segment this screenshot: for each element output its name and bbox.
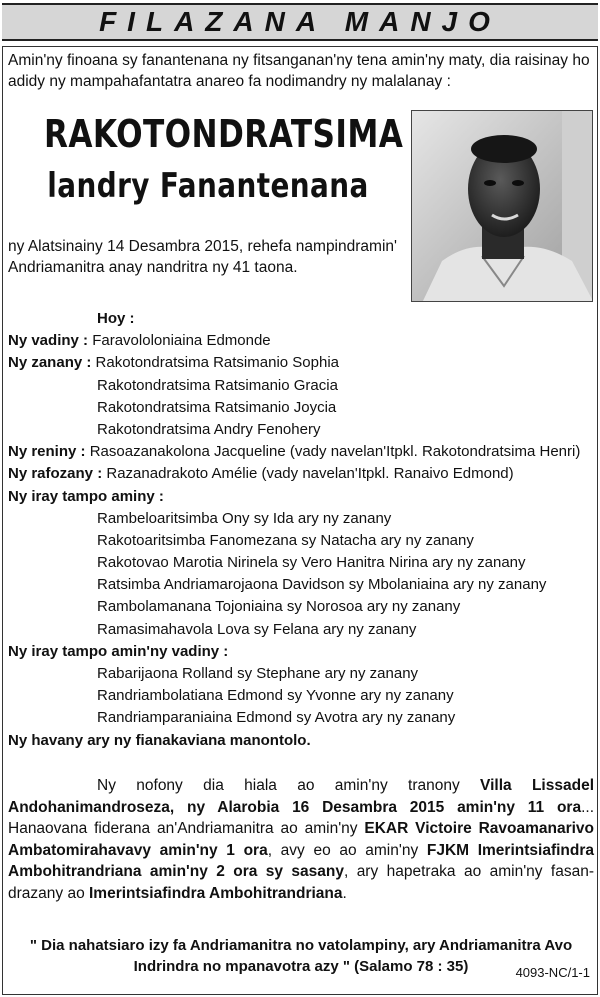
- family-relation-label: Ny iray tampo amin'ny vadiny :: [8, 642, 229, 660]
- family-row: [8, 486, 596, 508]
- family-row: [8, 596, 596, 618]
- family-member-name: Ramasimahavola Lova sy Felana ary ny zanany: [97, 620, 417, 638]
- havany-line: Ny havany ary ny fianakaviana manontolo.: [8, 731, 311, 749]
- notice-header: [2, 3, 598, 41]
- family-relation-label: Ny reniny :: [8, 443, 86, 461]
- family-row: [8, 463, 596, 485]
- portrait-image: [412, 111, 593, 302]
- bible-quote: " Dia nahatsiaro izy fa Andriamanitra no vatolampiny, ary Andriamanitra Avo Indrindra no mpanavotra azy " (Salamo 78 : 35): [29, 937, 573, 975]
- death-notice: ny Alatsinainy 14 Desambra 2015, rehefa nampindramin' Andriamanitra anay nandritra ny 41 taona.: [8, 238, 397, 276]
- family-member-name: Razanadrakoto Amélie (vady navelan'Itpkl. Ranaivo Edmond): [106, 465, 514, 483]
- family-member-name: Rakotondratsima Ratsimanio Gracia: [97, 376, 338, 394]
- deceased-portrait: [411, 110, 593, 302]
- deceased-given-names: landry Fanantenana: [47, 166, 369, 206]
- notice-title: FILAZANA MANJO: [99, 6, 501, 37]
- family-member-name: Rambeloaritsimba Ony sy Ida ary ny zanany: [97, 509, 392, 527]
- family-relation-label: Ny iray tampo aminy :: [8, 487, 164, 505]
- family-row: [8, 375, 596, 397]
- family-row: [8, 552, 596, 574]
- family-row: [8, 663, 596, 685]
- family-relation-label: Ny zanany :: [8, 354, 92, 372]
- family-row: [8, 330, 596, 352]
- family-member-name: Rakotondratsima Andry Fenohery: [97, 420, 321, 438]
- hoy-label: Hoy :: [97, 310, 135, 327]
- family-member-name: Rakotondratsima Ratsimanio Joycia: [97, 398, 337, 416]
- family-row: [8, 641, 596, 663]
- family-member-name: Randriambolatiana Edmond sy Yvonne ary ny zanany: [97, 687, 454, 705]
- family-row: [8, 707, 596, 729]
- family-relation-label: Ny vadiny :: [8, 332, 89, 350]
- family-member-name: Rasoazanakolona Jacqueline (vady navelan'Itpkl. Rakotondratsima Henri): [89, 443, 581, 461]
- family-member-name: Rakotoaritsimba Fanomezana sy Natacha ary ny zanany: [97, 531, 474, 549]
- family-member-name: Rakotovao Marotia Nirinela sy Vero Hanitra Nirina ary ny zanany: [97, 554, 526, 572]
- family-member-name: Randriamparaniaina Edmond sy Avotra ary ny zanany: [97, 709, 456, 727]
- family-list: [8, 308, 596, 752]
- family-member-name: Rabarijaona Rolland sy Stephane ary ny zanany: [97, 665, 419, 682]
- reference-code: 4093-NC/1-1: [515, 965, 590, 980]
- deceased-surname: RAKOTONDRATSIMA: [44, 112, 404, 156]
- family-row: [8, 619, 596, 641]
- family-row: [8, 530, 596, 552]
- intro-paragraph: Amin'ny finoana sy fanantenana ny fitsanganan'ny tena amin'ny maty, dia raisinay ho adidy ny mampahafantatra anareo fa nodimandry ny malalanay :: [8, 52, 590, 90]
- family-row: [8, 508, 596, 530]
- family-member-name: Rakotondratsima Ratsimanio Sophia: [95, 354, 339, 372]
- family-row: [8, 352, 596, 374]
- funeral-details: Ny nofony dia hiala ao amin'ny tranony Villa Lissadel Andohanimandroseza, ny Alarobia 16 Desambra 2015 amin'ny 11 ora... Hanaovana fiderana an'Andriamanitra ao amin'ny EKAR Victoire Ravoamanarivo Ambatomirahavavy amin'ny 1 ora, avy eo ao amin'ny FJKM Imerintsiafindra Ambohitrandriana amin'ny 2 ora sy sasany, ary hapetraka ao amin'ny fasan-drazany ao Imerintsiafindra Ambohitrandriana.: [8, 777, 595, 902]
- family-member-name: Ratsimba Andriamarojaona Davidson sy Mbolaniaina ary ny zanany: [97, 576, 547, 594]
- family-row: [8, 397, 596, 419]
- family-member-name: Faravololoniaina Edmonde: [92, 332, 271, 350]
- family-relation-label: Ny rafozany :: [8, 465, 103, 483]
- family-row: [8, 685, 596, 707]
- family-row: [8, 419, 596, 441]
- family-row: [8, 441, 596, 463]
- family-row: [8, 574, 596, 596]
- family-member-name: Rambolamanana Tojoniaina sy Norosoa ary ny zanany: [97, 598, 461, 616]
